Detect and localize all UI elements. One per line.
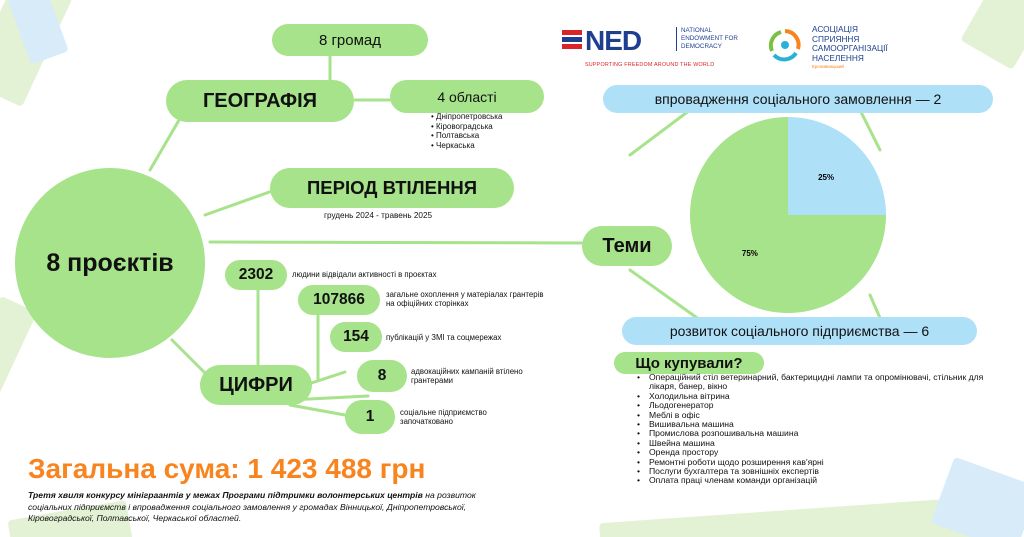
region-list bbox=[431, 112, 502, 150]
geography-pill bbox=[166, 80, 354, 122]
figures-pill bbox=[200, 365, 312, 405]
purchases-pill bbox=[614, 352, 764, 374]
stat-label: соціальне підприємство започатковано bbox=[400, 408, 487, 426]
stat-value: 8 bbox=[377, 367, 387, 384]
stat-value: 2302 bbox=[238, 266, 274, 283]
figures-title: ЦИФРИ bbox=[219, 373, 293, 396]
total-description-rest: на розвиток соціальних підприємств і впровадження соціального замовлення у громадах Вінницької, Дніпропетровської, Кіровоградської, Полтавської, Черкаської областей. bbox=[28, 490, 476, 523]
purchase-item: • Ремонтні роботи щодо розширення кав'ярні bbox=[637, 458, 987, 467]
purchase-item: • Вишивальна машина bbox=[637, 420, 987, 429]
region-item: • Полтавська bbox=[431, 131, 502, 141]
stat-value: 107866 bbox=[313, 291, 365, 308]
purchase-item: • Оренда простору bbox=[637, 448, 987, 457]
period-pill bbox=[270, 168, 514, 208]
purchases-list bbox=[637, 373, 987, 486]
purchase-item: • Льодогенератор bbox=[637, 401, 987, 410]
communities-pill bbox=[272, 24, 428, 56]
purchase-item: • Холодильна вітрина bbox=[637, 392, 987, 401]
regions-pill bbox=[390, 80, 544, 113]
total-description bbox=[28, 490, 498, 525]
regions-label: 4 області bbox=[437, 88, 497, 105]
communities-label: 8 громад bbox=[318, 31, 382, 49]
pie-slice-label: 25% bbox=[818, 172, 835, 182]
stat-pill bbox=[298, 285, 380, 315]
social-enterprise-pill bbox=[622, 317, 977, 345]
stat-pill bbox=[330, 322, 382, 352]
total-description-bold: Третя хвиля конкурсу мініграантів у межах Програми підтримки волонтерських центрів bbox=[28, 490, 423, 500]
projects-circle bbox=[15, 168, 205, 358]
purchase-item: • Операційний стіл ветеринарний, бактерицидні лампи та опромінювачі, стільник для лікаря, банер, вікно bbox=[637, 373, 987, 392]
region-item: • Черкаська bbox=[431, 141, 502, 151]
region-item: • Кіровоградська bbox=[431, 122, 502, 132]
period-dates: грудень 2024 - травень 2025 bbox=[324, 211, 433, 220]
stat-value: 154 bbox=[343, 328, 369, 345]
ned-logo-mark: NED bbox=[585, 25, 642, 56]
pie-slice bbox=[788, 117, 886, 215]
pie-slice-label: 75% bbox=[741, 249, 758, 259]
region-item: • Дніпропетровська bbox=[431, 112, 502, 122]
ned-flag-icon bbox=[562, 30, 582, 50]
ned-logo-name: NATIONAL ENDOWMENT FOR DEMOCRACY bbox=[676, 27, 746, 51]
topics-pill bbox=[582, 226, 672, 266]
purchase-item: • Швейна машина bbox=[637, 439, 987, 448]
period-title: ПЕРІОД ВТІЛЕННЯ bbox=[306, 177, 477, 198]
topics-pie-chart bbox=[690, 117, 886, 313]
purchase-item: • Оплата праці членам команди організацій bbox=[637, 476, 987, 485]
purchase-item: • Меблі в офіс bbox=[637, 411, 987, 420]
topics-title: Теми bbox=[602, 234, 652, 257]
stat-label: публікацій у ЗМІ та соцмережах bbox=[386, 333, 502, 342]
ned-tagline: SUPPORTING FREEDOM AROUND THE WORLD bbox=[585, 62, 715, 68]
purchase-item: • Послуги бухгалтера та зовнішніх експертів bbox=[637, 467, 987, 476]
stat-value: 1 bbox=[365, 408, 375, 425]
total-amount: Загальна сума: 1 423 488 грн bbox=[28, 453, 426, 484]
purchases-title: Що купували? bbox=[635, 354, 743, 372]
social-order-pill bbox=[603, 85, 993, 113]
association-city: Кропивницький bbox=[812, 64, 844, 69]
social-enterprise-label: розвиток соціального підприємства — 6 bbox=[669, 323, 930, 339]
stat-label: загальне охоплення у матеріалах грантерів на офіційних сторінках bbox=[386, 290, 544, 308]
social-order-label: впровадження соціального замовлення — 2 bbox=[654, 91, 942, 107]
association-name: АСОЦІАЦІЯ СПРИЯННЯ САМООРГАНІЗАЦІЇ НАСЕЛЕННЯ bbox=[812, 24, 888, 63]
stat-label: людини відвідали активності в проєктах bbox=[292, 270, 437, 279]
projects-count: 8 проєктів bbox=[46, 248, 174, 277]
geography-title: ГЕОГРАФІЯ bbox=[202, 89, 318, 112]
stat-pill bbox=[225, 260, 287, 290]
stat-label: адвокаційних кампаній втілено грантерами bbox=[411, 367, 523, 385]
stat-pill bbox=[357, 360, 407, 392]
purchase-item: • Промислова розпошивальна машина bbox=[637, 429, 987, 438]
association-logo-icon bbox=[765, 25, 805, 65]
stat-pill bbox=[345, 400, 395, 434]
